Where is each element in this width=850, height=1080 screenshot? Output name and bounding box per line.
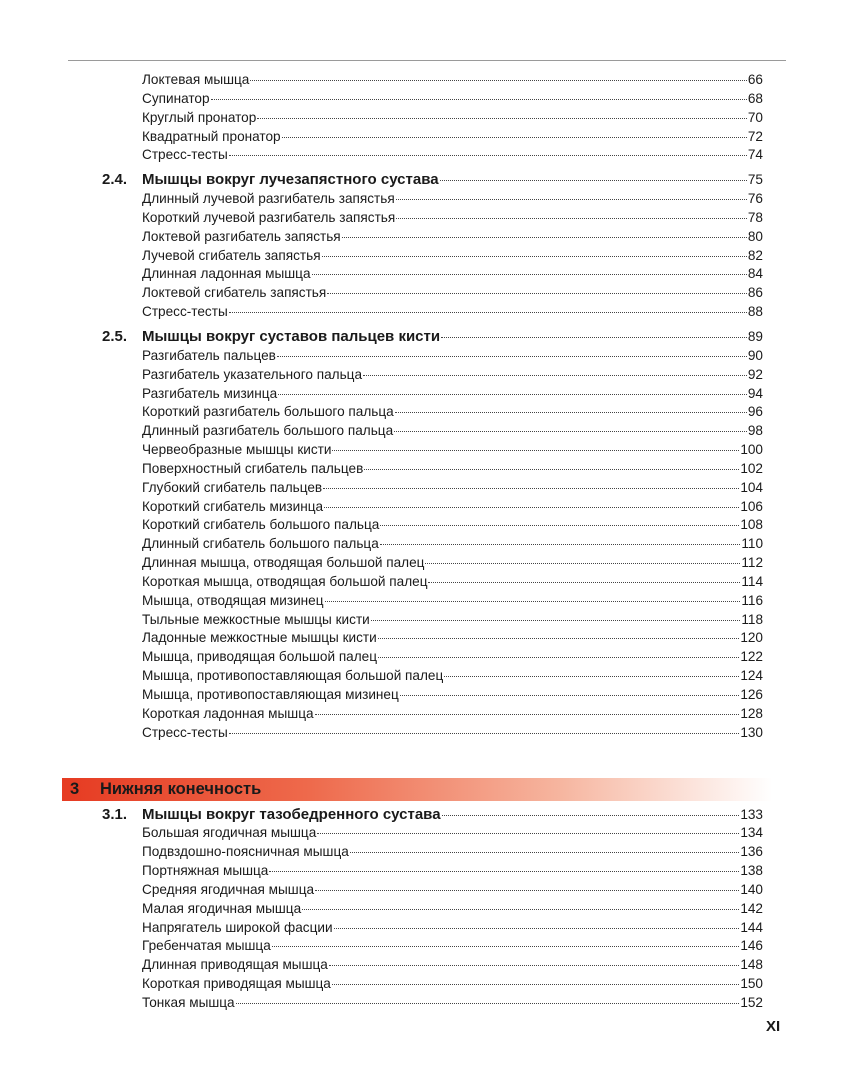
toc-entry[interactable] <box>0 228 763 247</box>
toc-entry[interactable] <box>0 975 763 994</box>
toc-entry[interactable] <box>0 554 763 573</box>
entry-title: Мышца, противопоставляющая мизинец <box>142 687 399 702</box>
dot-leader <box>332 984 739 985</box>
dot-leader <box>250 80 747 81</box>
entry-title: Короткий разгибатель большого пальца <box>142 404 394 420</box>
dot-leader <box>317 833 739 834</box>
toc-entry[interactable] <box>0 956 763 975</box>
dot-leader <box>315 714 740 715</box>
entry-page-number: 128 <box>740 705 763 721</box>
toc-entry[interactable] <box>0 209 763 228</box>
entry-title: Квадратный пронатор <box>142 128 281 144</box>
dot-leader <box>236 1003 740 1004</box>
entry-page-number: 136 <box>740 844 763 860</box>
dot-leader <box>371 620 741 621</box>
entry-title: Короткая мышца, отводящая большой палец <box>142 573 428 589</box>
toc-entry[interactable] <box>0 303 763 322</box>
part-number: 3 <box>70 779 80 798</box>
entry-page-number: 96 <box>747 404 763 420</box>
dot-leader <box>282 137 747 138</box>
entry-title: Длинная ладонная мышца <box>142 266 311 282</box>
entry-title: Локтевой разгибатель запястья <box>142 228 341 244</box>
section-number: 3.1. <box>102 805 128 823</box>
entry-page-number: 98 <box>747 423 763 439</box>
entry-title: Мышца, приводящая большой палец <box>142 649 378 665</box>
entry-title: Короткий сгибатель мизинца <box>142 498 324 514</box>
entry-title: Локтевой сгибатель запястья <box>142 285 327 301</box>
toc-entry[interactable] <box>0 190 763 209</box>
toc-entry[interactable] <box>0 479 763 498</box>
dot-leader <box>378 638 740 639</box>
entry-title: Длинный лучевой разгибатель запястья <box>142 191 395 207</box>
toc-entry[interactable] <box>0 824 763 843</box>
entry-page-number: 124 <box>740 668 763 684</box>
entry-page-number: 76 <box>747 191 763 207</box>
section-heading[interactable] <box>0 328 763 347</box>
toc-entry[interactable] <box>0 128 763 147</box>
entry-title: Червеобразные мышцы кисти <box>142 442 332 458</box>
toc-entry[interactable] <box>0 592 763 611</box>
section-number: 2.5. <box>102 327 128 345</box>
entry-page-number: 130 <box>740 724 763 740</box>
toc-entry[interactable] <box>0 284 763 303</box>
entry-title: Короткая ладонная мышца <box>142 705 314 721</box>
dot-leader <box>277 356 747 357</box>
toc-entry[interactable] <box>0 422 763 441</box>
entry-title: Подвздошно-поясничная мышца <box>142 844 349 860</box>
dot-leader <box>441 337 747 338</box>
toc-entry[interactable] <box>0 881 763 900</box>
entry-page-number: 75 <box>747 172 763 188</box>
dot-leader <box>396 199 747 200</box>
entry-title: Стресс-тесты <box>142 724 228 740</box>
toc-entry[interactable] <box>0 265 763 284</box>
dot-leader <box>380 525 739 526</box>
entry-page-number: 114 <box>741 573 763 589</box>
dot-leader <box>229 155 747 156</box>
toc-entry[interactable] <box>0 573 763 592</box>
toc-entry[interactable] <box>0 498 763 517</box>
entry-page-number: 66 <box>747 72 763 87</box>
entry-page-number: 110 <box>741 536 763 552</box>
dot-leader <box>396 218 747 219</box>
entry-page-number: 122 <box>740 649 763 665</box>
dot-leader <box>395 412 747 413</box>
entry-title: Большая ягодичная мышца <box>142 825 317 841</box>
entry-title: Стресс-тесты <box>142 304 228 320</box>
toc-entry[interactable] <box>0 460 763 479</box>
entry-title: Длинная мышца, отводящая большой палец <box>142 555 425 571</box>
entry-title: Короткая приводящая мышца <box>142 976 331 992</box>
entry-title: Портняжная мышца <box>142 863 269 879</box>
entry-page-number: 84 <box>747 266 763 282</box>
entry-title: Мышцы вокруг лучезапястного сустава <box>142 171 439 189</box>
entry-page-number: 104 <box>740 479 763 495</box>
dot-leader <box>269 871 739 872</box>
dot-leader <box>315 890 739 891</box>
toc-entry[interactable] <box>0 686 763 705</box>
dot-leader <box>229 733 740 734</box>
toc-entry[interactable] <box>0 994 763 1013</box>
dot-leader <box>278 394 747 395</box>
entry-page-number: 140 <box>740 881 763 897</box>
dot-leader <box>440 180 747 181</box>
toc-entry[interactable] <box>0 705 763 724</box>
entry-page-number: 146 <box>740 938 763 954</box>
toc-entry[interactable] <box>0 535 763 554</box>
entry-title: Мышца, отводящая мизинец <box>142 592 324 608</box>
entry-page-number: 116 <box>741 592 763 608</box>
dot-leader <box>302 909 739 910</box>
entry-page-number: 78 <box>747 209 763 225</box>
entry-title: Супинатор <box>142 90 210 106</box>
table-of-contents <box>0 71 850 1013</box>
entry-title: Короткий сгибатель большого пальца <box>142 517 380 533</box>
dot-leader <box>442 815 740 816</box>
toc-entry[interactable] <box>0 843 763 862</box>
toc-entry[interactable] <box>0 146 763 165</box>
entry-title: Короткий лучевой разгибатель запястья <box>142 209 396 225</box>
toc-entry[interactable] <box>0 71 763 90</box>
dot-leader <box>211 99 747 100</box>
entry-page-number: 108 <box>740 517 763 533</box>
entry-page-number: 106 <box>740 498 763 514</box>
dot-leader <box>322 256 747 257</box>
dot-leader <box>363 375 747 376</box>
entry-page-number: 134 <box>740 825 763 841</box>
entry-title: Поверхностный сгибатель пальцев <box>142 460 364 476</box>
section-number: 2.4. <box>102 171 128 189</box>
dot-leader <box>400 695 740 696</box>
toc-entry[interactable] <box>0 247 763 266</box>
dot-leader <box>272 946 740 947</box>
entry-page-number: 94 <box>747 385 763 401</box>
entry-title: Длинный разгибатель большого пальца <box>142 423 394 439</box>
dot-leader <box>324 507 739 508</box>
dot-leader <box>378 657 739 658</box>
dot-leader <box>425 563 740 564</box>
dot-leader <box>323 488 739 489</box>
entry-title: Круглый пронатор <box>142 109 257 125</box>
toc-entry[interactable] <box>0 667 763 686</box>
entry-page-number: 118 <box>741 611 763 627</box>
entry-page-number: 74 <box>747 147 763 163</box>
toc-entry[interactable] <box>0 611 763 630</box>
dot-leader <box>325 601 741 602</box>
dot-leader <box>334 928 740 929</box>
entry-page-number: 68 <box>747 90 763 106</box>
section-heading[interactable] <box>0 806 763 825</box>
toc-entry[interactable] <box>0 648 763 667</box>
entry-page-number: 120 <box>740 630 763 646</box>
dot-leader <box>229 312 747 313</box>
entry-title: Локтевая мышца <box>142 72 250 87</box>
entry-page-number: 112 <box>741 555 763 571</box>
toc-entry[interactable] <box>0 441 763 460</box>
entry-title: Разгибатель указательного пальца <box>142 366 363 382</box>
entry-title: Разгибатель пальцев <box>142 347 276 363</box>
toc-entry[interactable] <box>0 862 763 881</box>
entry-page-number: 100 <box>740 442 763 458</box>
entry-page-number: 144 <box>740 919 763 935</box>
dot-leader <box>444 676 739 677</box>
entry-page-number: 126 <box>740 687 763 702</box>
toc-entry[interactable] <box>0 90 763 109</box>
dot-leader <box>342 237 747 238</box>
dot-leader <box>332 450 739 451</box>
toc-entry[interactable] <box>0 347 763 366</box>
toc-entry[interactable] <box>0 937 763 956</box>
section-heading[interactable] <box>0 171 763 190</box>
entry-title: Стресс-тесты <box>142 147 228 163</box>
entry-page-number: 142 <box>740 900 763 916</box>
dot-leader <box>380 544 741 545</box>
header-rule <box>68 60 786 61</box>
entry-page-number: 138 <box>740 863 763 879</box>
entry-page-number: 82 <box>747 247 763 263</box>
dot-leader <box>312 274 747 275</box>
toc-entry[interactable] <box>0 919 763 938</box>
toc-entry[interactable] <box>0 385 763 404</box>
dot-leader <box>394 431 747 432</box>
entry-page-number: 70 <box>747 109 763 125</box>
entry-title: Длинная приводящая мышца <box>142 957 328 973</box>
entry-page-number: 86 <box>747 285 763 301</box>
entry-page-number: 90 <box>747 347 763 363</box>
entry-title: Длинный сгибатель большого пальца <box>142 536 379 552</box>
entry-title: Средняя ягодичная мышца <box>142 881 315 897</box>
entry-title: Ладонные межкостные мышцы кисти <box>142 630 377 646</box>
entry-page-number: 88 <box>747 304 763 320</box>
entry-page-number: 148 <box>740 957 763 973</box>
toc-entry[interactable] <box>0 516 763 535</box>
entry-title: Мышцы вокруг суставов пальцев кисти <box>142 327 441 345</box>
entry-title: Лучевой сгибатель запястья <box>142 247 321 263</box>
dot-leader <box>350 852 740 853</box>
toc-entry[interactable] <box>0 403 763 422</box>
entry-page-number: 152 <box>740 994 763 1010</box>
entry-page-number: 150 <box>740 976 763 992</box>
entry-page-number: 80 <box>747 228 763 244</box>
entry-page-number: 133 <box>740 806 763 822</box>
toc-entry[interactable] <box>0 900 763 919</box>
toc-entry[interactable] <box>0 109 763 128</box>
entry-title: Гребенчатая мышца <box>142 938 271 954</box>
entry-title: Разгибатель мизинца <box>142 385 278 401</box>
dot-leader <box>329 965 739 966</box>
page-number: XI <box>766 1018 781 1035</box>
toc-entry[interactable] <box>0 724 763 743</box>
entry-title: Тыльные межкостные мышцы кисти <box>142 611 370 627</box>
dot-leader <box>257 118 747 119</box>
dot-leader <box>364 469 739 470</box>
entry-title: Глубокий сгибатель пальцев <box>142 479 323 495</box>
entry-title: Мышцы вокруг тазобедренного сустава <box>142 805 441 823</box>
toc-entry[interactable] <box>0 629 763 648</box>
part-title: Нижняя конечность <box>100 779 262 798</box>
part-banner <box>62 778 772 801</box>
entry-title: Тонкая мышца <box>142 994 235 1010</box>
entry-page-number: 72 <box>747 128 763 144</box>
entry-page-number: 92 <box>747 366 763 382</box>
entry-page-number: 89 <box>747 328 763 344</box>
entry-title: Напрягатель широкой фасции <box>142 919 333 935</box>
entry-title: Малая ягодичная мышца <box>142 900 302 916</box>
entry-title: Мышца, противопоставляющая большой палец <box>142 668 444 684</box>
dot-leader <box>428 582 740 583</box>
toc-entry[interactable] <box>0 366 763 385</box>
entry-page-number: 102 <box>740 460 763 476</box>
dot-leader <box>327 293 747 294</box>
